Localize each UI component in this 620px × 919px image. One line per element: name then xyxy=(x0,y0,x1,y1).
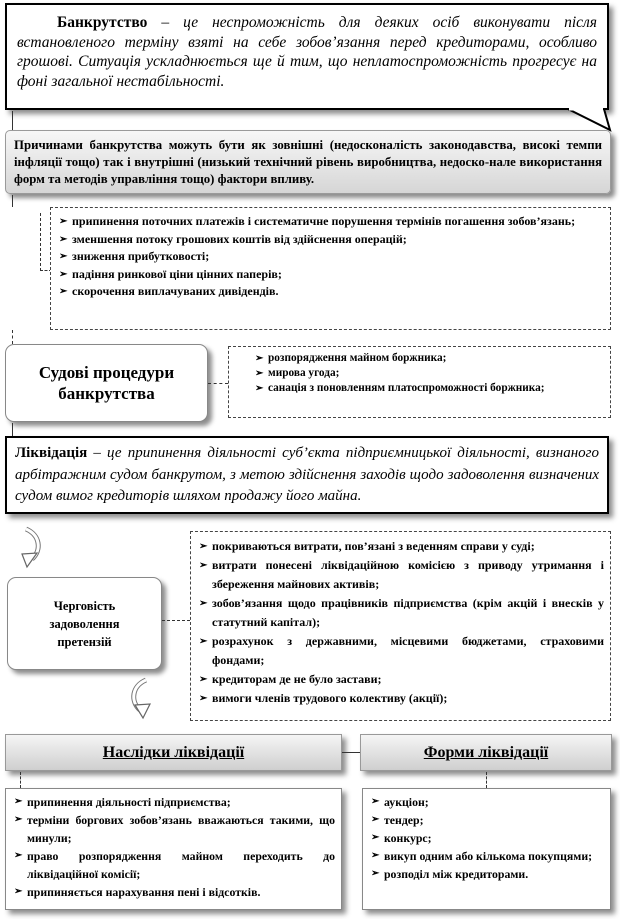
liquidation-term: Ліквідація xyxy=(15,445,88,461)
arrow-bullet-icon: ➢ xyxy=(371,850,380,861)
arrow-bullet-icon: ➢ xyxy=(59,251,68,262)
arrow-bullet-icon: ➢ xyxy=(199,560,208,571)
arrow-bullet-icon: ➢ xyxy=(255,353,264,364)
arrow-bullet-icon: ➢ xyxy=(199,636,208,647)
consequences-title-box xyxy=(5,734,342,771)
arrow-bullet-icon: ➢ xyxy=(199,541,208,552)
list-item: ➢ покриваються витрати, пов’язані з веденням справи у суді; xyxy=(199,537,604,556)
list-item: ➢ розрахунок з державними, місцевими бюджетами, страховими фондами; xyxy=(199,634,604,667)
forms-list xyxy=(371,793,604,883)
forms-title-box xyxy=(360,734,612,771)
arrow-bullet-icon: ➢ xyxy=(14,814,23,825)
list-item: ➢ припинення поточних платежів і систематичне порушення термінів погашення зобов’язань; xyxy=(59,213,602,231)
causes-text: Причинами банкрутства можуть бути як зовнішні (недосконалість законодавства, високі темпи інфляції тощо) так і внутрішні (низький технічний рівень виробництва, недоско-нале використання форм та методів управління тощо) фактори впливу. xyxy=(14,138,602,186)
definition-text xyxy=(17,13,597,91)
arrow-bullet-icon: ➢ xyxy=(59,268,68,280)
forms-title: Форми ліквідації xyxy=(423,743,549,761)
list-item: ➢ кредиторам де не було застави; xyxy=(199,670,604,689)
arrow-bullet-icon: ➢ xyxy=(14,886,23,897)
signs-box xyxy=(50,207,611,330)
arrow-bullet-icon: ➢ xyxy=(59,233,68,245)
priority-title-box xyxy=(7,577,162,670)
arrow-bullet-icon: ➢ xyxy=(199,598,208,609)
priority-title: Черговість задоволення претензій xyxy=(49,598,120,649)
liquidation-body: – це припинення діяльності суб’єкта підприємницької діяльності, визнаного арбітражним судом банкрутом, з метою здійснення заходів щодо задоволення визначених судом вимог кредиторів шляхом продажу його майна. xyxy=(15,445,599,504)
procedures-title-box xyxy=(5,344,208,422)
arrow-bullet-icon: ➢ xyxy=(255,383,264,394)
definition-term: Банкрутство xyxy=(57,14,148,31)
consequences-title: Наслідки ліквідації xyxy=(102,743,245,761)
curved-arrow-icon xyxy=(18,526,52,570)
list-item: ➢ зменшення потоку грошових коштів від здійснення операцій; xyxy=(59,231,602,249)
arrow-bullet-icon: ➢ xyxy=(371,796,380,807)
list-item: ➢ право розпорядження майном переходить до ліквідаційної комісії; xyxy=(14,849,335,881)
definition-body: – це неспроможність для деяких осіб виконувати після встановленого терміну взяті на себе зобов’язання перед кредиторами, особливо грошові. Ситуація ускладнюється ще й тим, що неплатоспроможність прогресує на фоні загальної нестабільності. xyxy=(17,14,597,90)
causes-box xyxy=(5,130,611,194)
arrow-bullet-icon: ➢ xyxy=(59,216,68,227)
list-item: ➢ розпорядження майном боржника; xyxy=(255,352,447,364)
list-item: ➢ вимоги членів трудового колективу (акції); xyxy=(199,689,604,708)
forms-box xyxy=(362,788,611,910)
arrow-bullet-icon: ➢ xyxy=(371,832,380,843)
list-item: ➢ конкурс; xyxy=(371,831,432,845)
procedures-title: Судові процедури банкрутства xyxy=(38,363,175,403)
arrow-bullet-icon: ➢ xyxy=(371,868,380,879)
list-item: ➢ падіння ринкової ціни цінних паперів; xyxy=(59,266,602,284)
arrow-bullet-icon: ➢ xyxy=(199,674,208,685)
definition-box xyxy=(5,3,609,110)
procedures-list xyxy=(255,351,602,396)
list-item: ➢ санація з поновленням платоспроможності боржника; xyxy=(255,382,545,394)
consequences-list xyxy=(14,793,335,901)
arrow-bullet-icon: ➢ xyxy=(14,796,23,807)
arrow-bullet-icon: ➢ xyxy=(59,286,68,297)
list-item: ➢ зниження прибутковості; xyxy=(59,248,602,266)
priority-box xyxy=(190,531,611,721)
signs-list xyxy=(59,213,602,301)
list-item: ➢ тендер; xyxy=(371,813,424,827)
liquidation-text xyxy=(15,443,599,508)
priority-list xyxy=(199,537,604,708)
list-item: ➢ припиняється нарахування пені і відсотків. xyxy=(14,885,261,899)
list-item: ➢ викуп одним або кількома покупцями; xyxy=(371,849,593,863)
list-item: ➢ витрати понесені ліквідаційною комісією з приводу утримання і збереження майнових активів; xyxy=(199,558,604,591)
list-item: ➢ припинення діяльності підприємства; xyxy=(14,795,231,809)
liquidation-box xyxy=(5,436,609,514)
curved-arrow-icon xyxy=(122,677,156,721)
arrow-bullet-icon: ➢ xyxy=(14,850,23,861)
list-item: ➢ розподіл між кредиторами. xyxy=(371,867,529,881)
arrow-bullet-icon: ➢ xyxy=(371,814,380,825)
list-item: ➢ аукціон; xyxy=(371,795,429,809)
list-item: ➢ зобов’язання щодо працівників підприємства (крім акцій і внесків у статутний капітал); xyxy=(199,596,604,629)
consequences-box xyxy=(5,788,342,910)
list-item: ➢ терміни боргових зобов’язань вважаються такими, що минули; xyxy=(14,813,335,845)
procedures-box xyxy=(228,346,611,418)
list-item: ➢ мирова угода; xyxy=(255,367,340,379)
list-item: ➢ скорочення виплачуваних дивідендів. xyxy=(59,283,602,301)
arrow-bullet-icon: ➢ xyxy=(255,368,264,379)
arrow-bullet-icon: ➢ xyxy=(199,693,208,704)
